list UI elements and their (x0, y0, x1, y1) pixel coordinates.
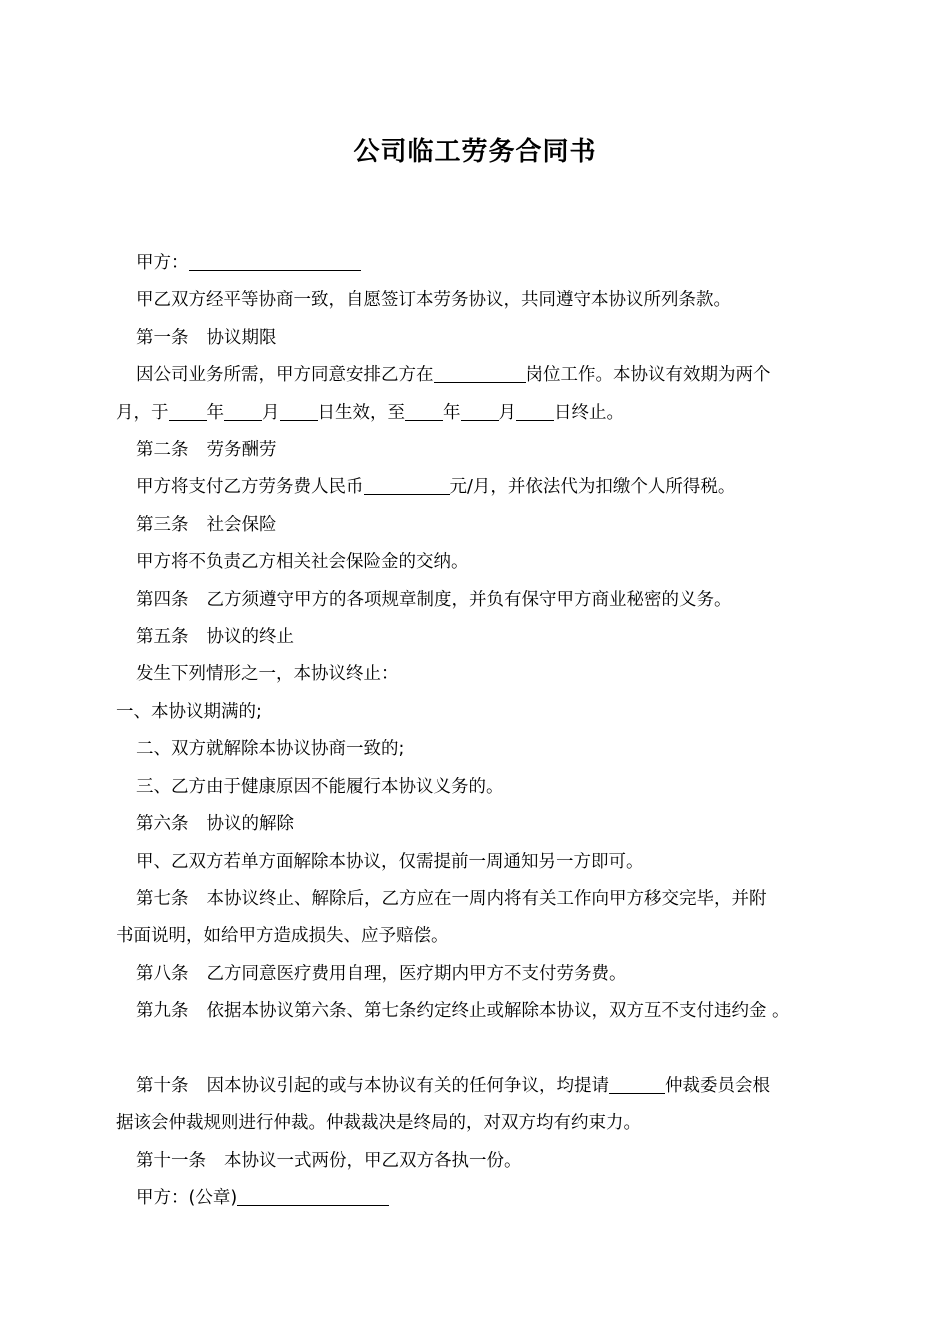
document-body (116, 245, 856, 1218)
spacer (116, 1031, 856, 1068)
signature-line: 甲方：(公章) (116, 1180, 856, 1217)
article-10-line-1: 第十条 因本协议引起的或与本协议有关的任何争议，均提请 仲裁委员会根 (116, 1068, 856, 1105)
end-month-blank (461, 400, 499, 421)
position-blank (434, 362, 526, 383)
party-a-blank (189, 250, 361, 271)
article-1-line-2: 月，于 年 月 日生效，至 年 月 日终止。 (116, 395, 856, 432)
article-4: 第四条 乙方须遵守甲方的各项规章制度，并负有保守甲方商业秘密的义务。 (136, 589, 732, 610)
document-title: 公司临工劳务合同书 (353, 137, 597, 167)
article-8: 第八条 乙方同意医疗费用自理，医疗期内甲方不支付劳务费。 (136, 963, 627, 984)
article-3-text: 甲方将不负责乙方相关社会保险金的交纳。 (136, 552, 469, 573)
list-item: 三、乙方由于健康原因不能履行本协议义务的。 (136, 776, 504, 797)
start-day-blank (280, 400, 318, 421)
end-day-blank (516, 400, 554, 421)
list-item: 一、本协议期满的; (116, 701, 262, 722)
article-9: 第九条 依据本协议第六条、第七条约定终止或解除本协议，双方互不支付违约金 。 (136, 1001, 790, 1022)
fee-blank (364, 474, 450, 495)
article-11: 第十一条 本协议一式两份，甲乙双方各执一份。 (136, 1150, 522, 1171)
end-year-blank (405, 400, 443, 421)
article-5-heading: 第五条 协议的终止 (136, 627, 294, 648)
article-5-lead: 发生下列情形之一，本协议终止： (136, 664, 399, 685)
article-7-line-1: 第七条 本协议终止、解除后，乙方应在一周内将有关工作向甲方移交完毕，并附 (136, 888, 767, 909)
intro-paragraph: 甲乙双方经平等协商一致，自愿签订本劳务协议，共同遵守本协议所列条款。 (136, 290, 731, 311)
article-2-text: 甲方将支付乙方劳务费人民币 元/月，并依法代为扣缴个人所得税。 (116, 469, 856, 506)
article-1-heading: 第一条 协议期限 (136, 327, 277, 348)
article-3-heading: 第三条 社会保险 (136, 514, 277, 535)
party-a-line: 甲方： (116, 245, 856, 282)
signature-blank (237, 1185, 389, 1206)
article-6-text: 甲、乙双方若单方面解除本协议，仅需提前一周通知另一方即可。 (136, 851, 644, 872)
article-10-line-2: 据该会仲裁规则进行仲裁。仲裁裁决是终局的，对双方均有约束力。 (116, 1113, 641, 1134)
article-6-heading: 第六条 协议的解除 (136, 814, 294, 835)
article-7-line-2: 书面说明，如给甲方造成损失、应予赔偿。 (116, 926, 449, 947)
start-year-blank (169, 400, 207, 421)
article-2-heading: 第二条 劳务酬劳 (136, 440, 277, 461)
list-item: 二、双方就解除本协议协商一致的; (136, 739, 405, 760)
arbitration-blank (609, 1073, 665, 1094)
start-month-blank (224, 400, 262, 421)
article-1-line-1: 因公司业务所需，甲方同意安排乙方在 岗位工作。本协议有效期为两个 (116, 357, 856, 394)
